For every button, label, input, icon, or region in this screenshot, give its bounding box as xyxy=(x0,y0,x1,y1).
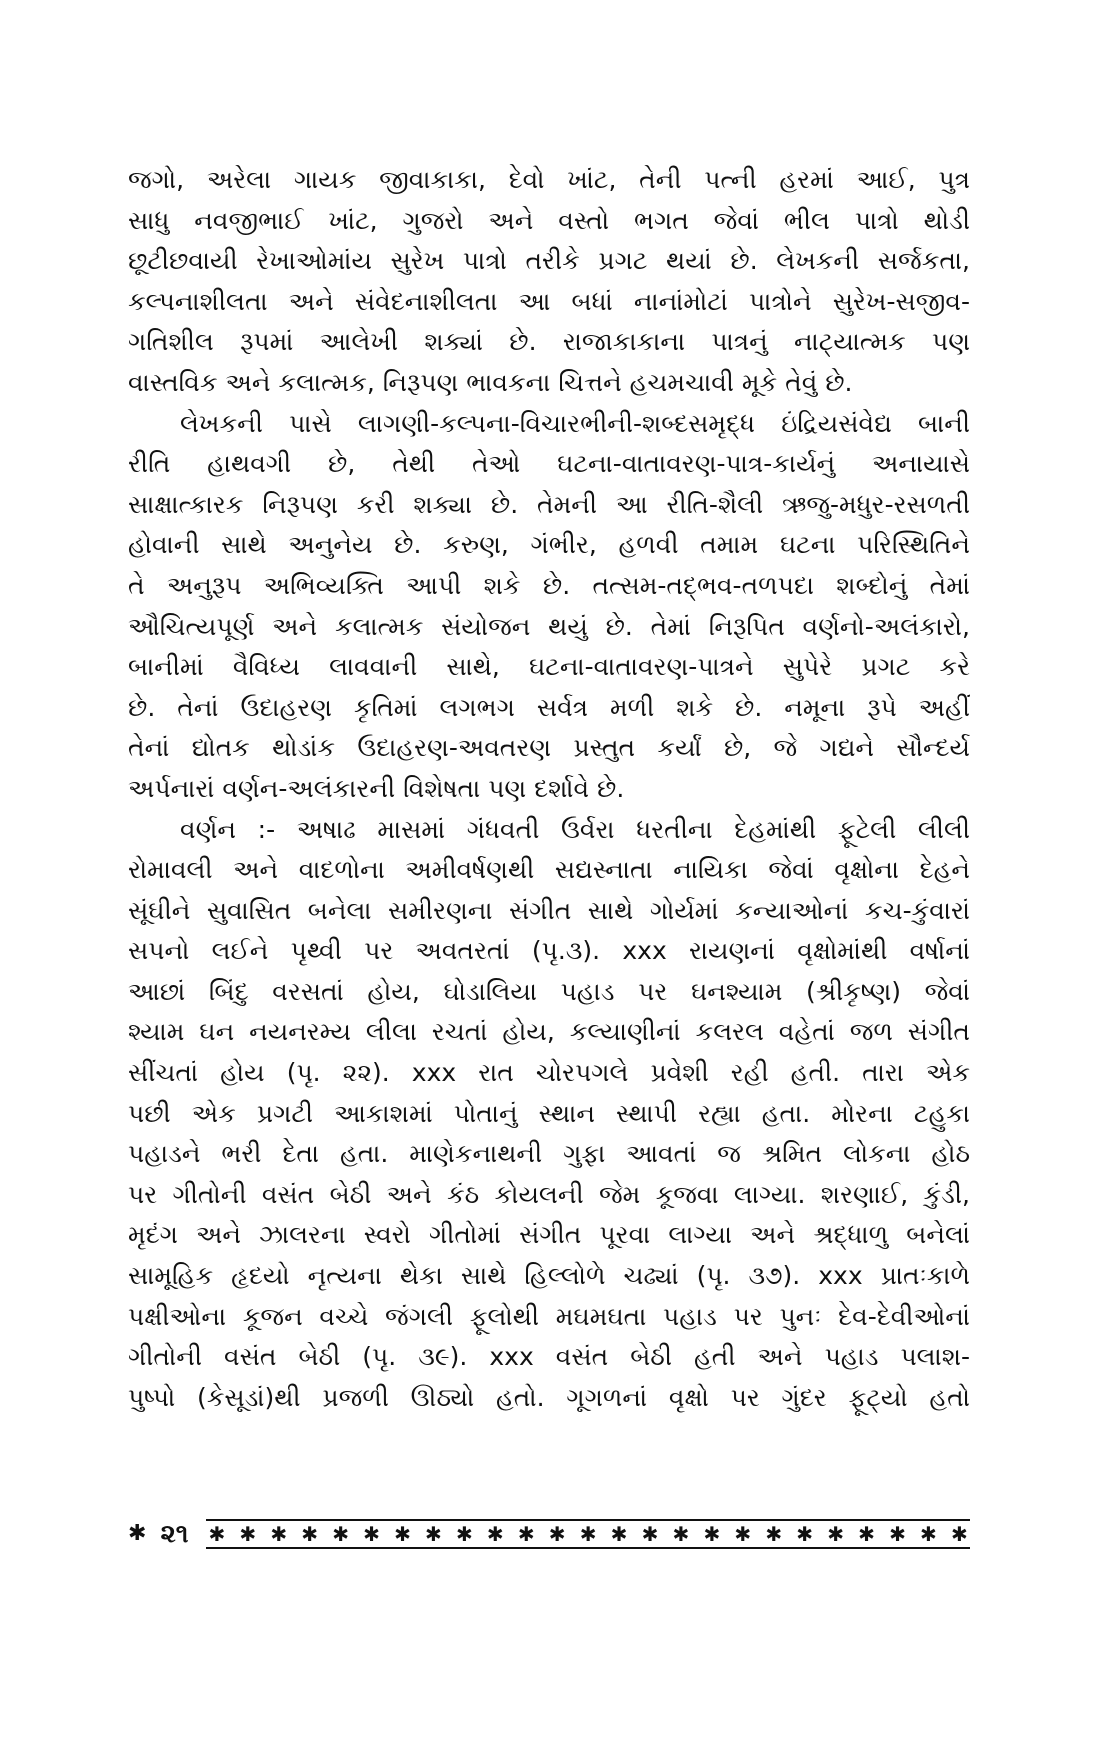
ornament-star-icon: ✱ xyxy=(486,1522,504,1546)
page-footer xyxy=(128,1514,970,1554)
text-line: છૂટીછવાયી રેખાઓમાંય સુરેખ પાત્રો તરીકે પ્રગટ થયાં છે. લેખકની સર્જકતા, xyxy=(128,246,970,276)
text-line: પર ગીતોની વસંત બેઠી અને કંઠ કોયલની જેમ કૂજવા લાગ્યા. શરણાઈ, કુંડી, xyxy=(128,1179,970,1209)
ornament-star-icon: ✱ xyxy=(425,1522,442,1546)
text-line: સાક્ષાત્કારક નિરૂપણ કરી શક્યા છે. તેમની આ રીતિ-શૈલી ઋજુ-મધુર-રસળતી xyxy=(128,489,970,519)
text-line: પુષ્પો (કેસૂડાં)થી પ્રજળી ઊઠ્યો હતો. ગૂગળનાં વૃક્ષો પર ગુંદર ફૂટ્યો હતો xyxy=(128,1382,970,1412)
paragraph xyxy=(128,160,970,404)
text-line: કલ્પનાશીલતા અને સંવેદનાશીલતા આ બધાં નાનાંમોટાં પાત્રોને સુરેખ-સજીવ- xyxy=(128,286,970,316)
text-line: ઔચિત્યપૂર્ણ અને કલાત્મક સંયોજન થયું છે. તેમાં નિરૂપિત વર્ણનો-અલંકારો, xyxy=(128,611,970,641)
text-line: રીતિ હાથવગી છે, તેથી તેઓ ઘટના-વાતાવરણ-પાત્ર-કાર્યનું અનાયાસે xyxy=(128,449,970,479)
ornament-star-icon: ✱ xyxy=(796,1522,814,1546)
text-line: સપનો લઈને પૃથ્વી પર અવતરતાં (પૃ.૩). xxx રાયણનાં વૃક્ષોમાંથી વર્ષાનાં xyxy=(128,936,970,966)
ornament-star-icon: ✱ xyxy=(610,1522,628,1546)
paragraph xyxy=(128,810,970,1419)
ornament-star-icon: ✱ xyxy=(332,1522,349,1546)
ornament-star-icon: ✱ xyxy=(827,1522,844,1546)
text-line: સાધુ નવજીભાઈ ખાંટ, ગુજરો અને વસ્તો ભગત જેવાં ભીલ પાત્રો થોડી xyxy=(128,205,970,235)
text-line: પહાડને ભરી દેતા હતા. માણેકનાથની ગુફા આવતાં જ શ્રમિત લોકના હોઠ xyxy=(128,1139,970,1169)
text-line: સીંચતાં હોય (પૃ. ૨૨). xxx રાત ચોરપગલે પ્રવેશી રહી હતી. તારા એક xyxy=(128,1058,970,1088)
body-text xyxy=(128,160,970,1418)
text-line: આછાં બિંદુ વરસતાં હોય, ઘોડાલિયા પહાડ પર ઘનશ્યામ (શ્રીકૃષ્ણ) જેવાં xyxy=(128,976,970,1006)
ornament-star-icon: ✱ xyxy=(641,1522,659,1546)
text-line: છે. તેનાં ઉદાહરણ કૃતિમાં લગભગ સર્વત્ર મળી શકે છે. નમૂના રૂપે અહીં xyxy=(128,692,970,722)
text-line: રોમાવલી અને વાદળોના અમીવર્ષણથી સદ્યસ્નાતા નાયિકા જેવાં વૃક્ષોના દેહને xyxy=(128,855,970,885)
ornament-star-icon: ✱ xyxy=(579,1522,597,1546)
text-line: વર્ણન :- અષાઢ માસમાં ગંધવતી ઉર્વરા ધરતીના દેહમાંથી ફૂટેલી લીલી xyxy=(180,814,970,844)
ornament-star-icon: ✱ xyxy=(734,1522,752,1546)
text-line: શ્યામ ઘન નયનરમ્ય લીલા રચતાં હોય, કલ્યાણીનાં કલરલ વહેતાં જળ સંગીત xyxy=(128,1017,970,1047)
text-line: તેનાં દ્યોતક થોડાંક ઉદાહરણ-અવતરણ પ્રસ્તુત કર્યાં છે, જે ગદ્યને સૌન્દર્ય xyxy=(128,733,970,763)
text-line: મૃદંગ અને ઝાલરના સ્વરો ગીતોમાં સંગીત પૂરવા લાગ્યા અને શ્રદ્ધાળુ બનેલાં xyxy=(128,1220,970,1250)
text-line: સૂંઘીને સુવાસિત બનેલા સમીરણના સંગીત સાથે ગોર્યમાં કન્યાઓનાં કચ-કુંવારાં xyxy=(128,895,970,925)
text-line: હોવાની સાથે અનુનેય છે. કરુણ, ગંભીર, હળવી તમામ ઘટના પરિસ્થિતિને xyxy=(128,530,970,560)
ornament-star-icon: ✱ xyxy=(517,1522,535,1546)
ornament-star-icon: ✱ xyxy=(765,1522,783,1546)
ornament-star-icon: ✱ xyxy=(889,1522,906,1546)
ornament-star-icon: ✱ xyxy=(455,1522,473,1546)
footer-ornament-rule xyxy=(206,1519,970,1549)
text-line: લેખકની પાસે લાગણી-કલ્પના-વિચારભીની-શબ્દસમૃદ્ધ ઇંદ્રિયસંવેદ્ય બાની xyxy=(180,408,970,438)
ornament-star-icon: ✱ xyxy=(208,1522,226,1546)
text-line: ગીતોની વસંત બેઠી (પૃ. ૩૯). xxx વસંત બેઠી હતી અને પહાડ પલાશ- xyxy=(128,1342,970,1372)
ornament-star-icon: ✱ xyxy=(548,1522,566,1546)
ornament-star-icon: ✱ xyxy=(920,1522,937,1546)
ornament-star-icon: ✱ xyxy=(672,1522,690,1546)
ornament-star-icon: ✱ xyxy=(858,1522,875,1546)
ornament-star-icon: ✱ xyxy=(394,1522,411,1546)
ornament-star-icon: ✱ xyxy=(270,1522,288,1546)
text-line: જગો, અરેલા ગાયક જીવાકાકા, દેવો ખાંટ, તેની પત્ની હરમાં આઈ, પુત્ર xyxy=(128,165,970,194)
text-line: સામૂહિક હૃદયો નૃત્યના થેકા સાથે હિલ્લોળે ચઢ્યાં (પૃ. ૩૭). xxx પ્રાતઃકાળે xyxy=(128,1261,970,1291)
text-line: ગતિશીલ રૂપમાં આલેખી શક્યાં છે. રાજાકાકાના પાત્રનું નાટ્યાત્મક પણ xyxy=(128,327,970,357)
text-line: વાસ્તવિક અને કલાત્મક, નિરૂપણ ભાવકના ચિત્તને હચમચાવી મૂકે તેવું છે. xyxy=(128,367,853,397)
page-number: ૨૧ xyxy=(160,1519,189,1549)
ornament-star-icon: ✱ xyxy=(703,1522,721,1546)
ornament-star-icon: ✱ xyxy=(363,1522,380,1546)
text-line: પછી એક પ્રગટી આકાશમાં પોતાનું સ્થાન સ્થાપી રહ્યા હતા. મોરના ટહુકા xyxy=(128,1098,970,1128)
text-line: તે અનુરૂપ અભિવ્યક્તિ આપી શકે છે. તત્સમ-તદ્ભવ-તળપદા શબ્દોનું તેમાં xyxy=(128,570,970,600)
text-line: બાનીમાં વૈવિધ્ય લાવવાની સાથે, ઘટના-વાતાવરણ-પાત્રને સુપેરે પ્રગટ કરે xyxy=(128,652,970,682)
ornament-star-icon: ✱ xyxy=(950,1522,968,1546)
ornament-star-icon: ✱ xyxy=(301,1522,319,1546)
paragraph xyxy=(128,404,970,810)
ornament-star-icon: ✱ xyxy=(239,1522,257,1546)
text-line: પક્ષીઓના કૂજન વચ્ચે જંગલી ફૂલોથી મઘમઘતા પહાડ પર પુનઃ દેવ-દેવીઓનાં xyxy=(128,1301,970,1331)
footer-star-icon: ✱ xyxy=(128,1521,147,1546)
text-line: અર્પનારાં વર્ણન-અલંકારની વિશેષતા પણ દર્શાવે છે. xyxy=(128,773,625,803)
